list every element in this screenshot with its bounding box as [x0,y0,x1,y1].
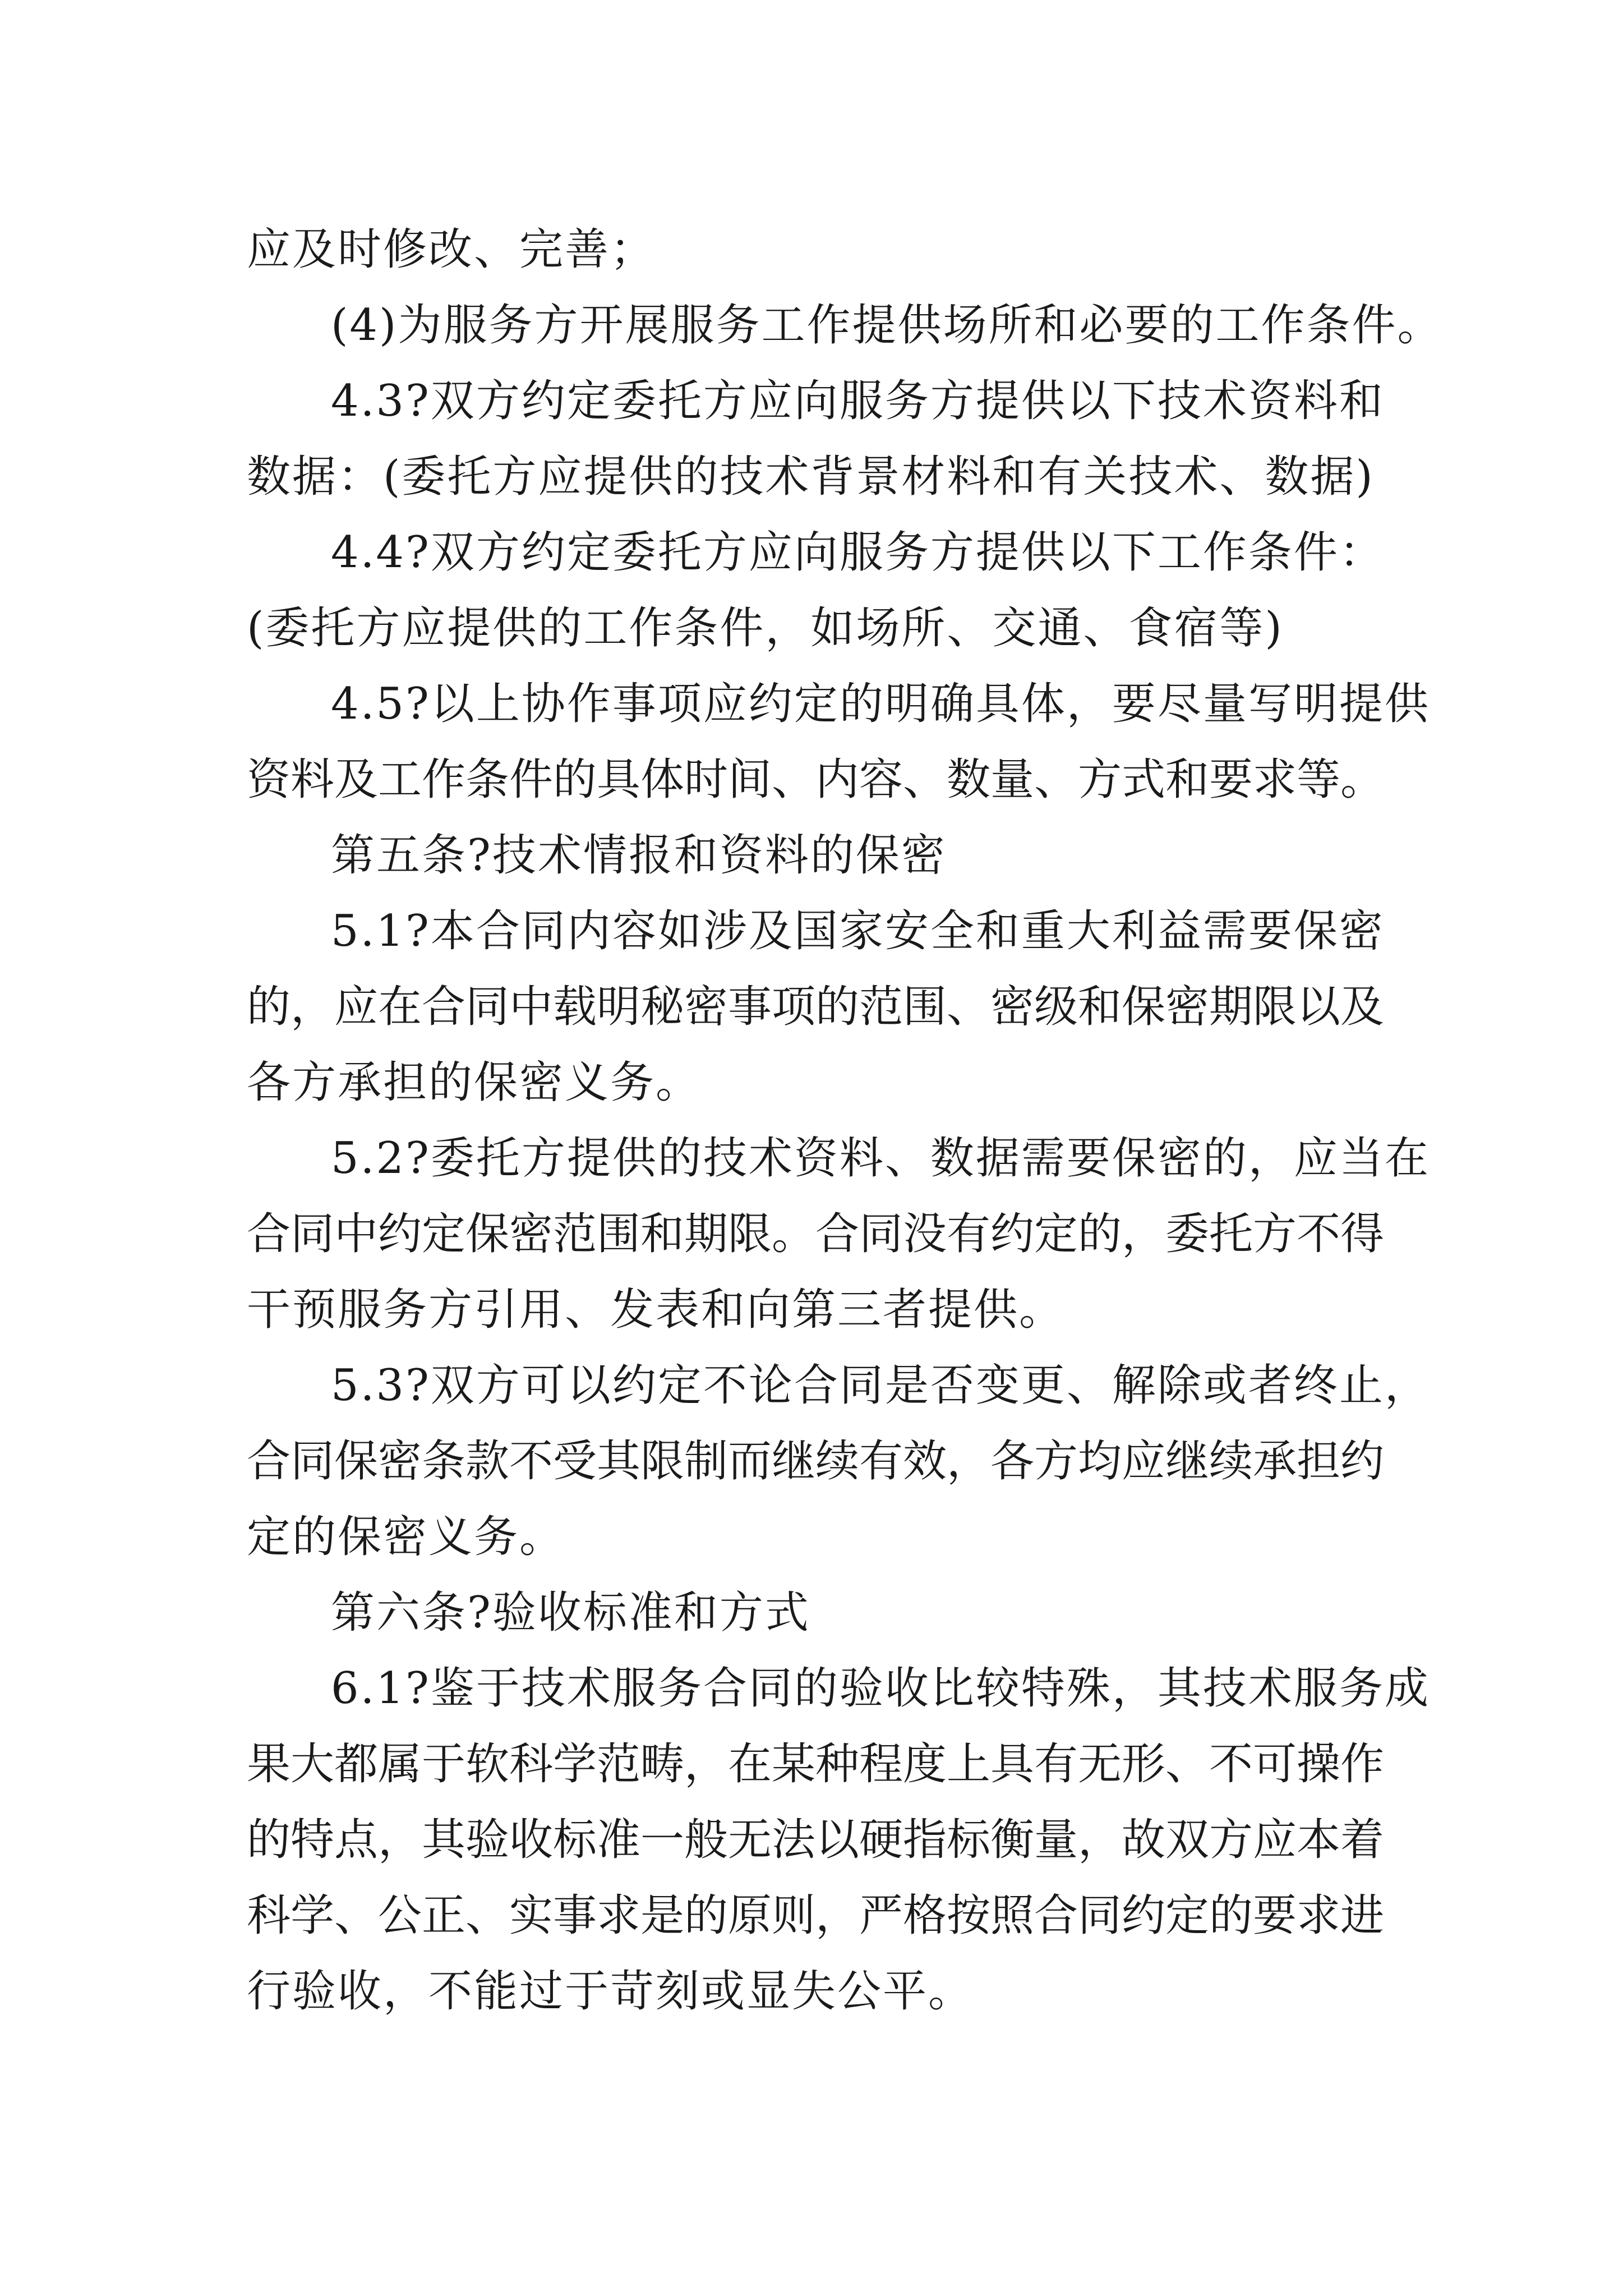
text-line: 6.1?鉴于技术服务合同的验收比较特殊，其技术服务成 [331,1663,1430,1714]
text-line: 合同保密条款不受其限制而继续有效，各方均应继续承担约 [247,1436,1385,1487]
section-heading: 第五条?技术情报和资料的保密 [331,830,947,881]
text-line: 4.4?双方约定委托方应向服务方提供以下工作条件： [331,527,1385,578]
text-line: (4)为服务方开展服务工作提供场所和必要的工作条件。 [331,300,1443,351]
text-line: 定的保密义务。 [247,1512,565,1562]
text-line: 科学、公正、实事求是的原则，严格按照合同约定的要求进 [247,1890,1385,1941]
text-line: 4.5?以上协作事项应约定的明确具体，要尽量写明提供 [331,679,1430,729]
text-line: (委托方应提供的工作条件，如场所、交通、食宿等) [247,603,1284,654]
text-line: 的特点，其验收标准一般无法以硬指标衡量，故双方应本着 [247,1815,1385,1865]
text-line: 各方承担的保密义务。 [247,1057,702,1108]
text-line: 干预服务方引用、发表和向第三者提供。 [247,1285,1065,1335]
text-line: 5.1?本合同内容如涉及国家安全和重大利益需要保密 [331,906,1385,956]
text-line: 数据：(委托方应提供的技术背景材料和有关技术、数据) [247,452,1375,502]
text-line: 5.3?双方可以约定不论合同是否变更、解除或者终止， [331,1360,1430,1411]
text-line: 4.3?双方约定委托方应向服务方提供以下技术资料和 [331,376,1385,426]
text-line: 行验收，不能过于苛刻或显失公平。 [247,1966,974,2017]
text-line: 合同中约定保密范围和期限。合同没有约定的，委托方不得 [247,1209,1385,1259]
section-heading: 第六条?验收标准和方式 [331,1588,810,1638]
text-line: 的，应在合同中载明秘密事项的范围、密级和保密期限以及 [247,982,1385,1032]
text-line: 果大都属于软科学范畴，在某种程度上具有无形、不可操作 [247,1739,1385,1789]
text-line: 资料及工作条件的具体时间、内容、数量、方式和要求等。 [247,754,1385,805]
text-line: 应及时修改、完善； [247,224,656,275]
text-line: 5.2?委托方提供的技术资料、数据需要保密的，应当在 [331,1133,1430,1184]
